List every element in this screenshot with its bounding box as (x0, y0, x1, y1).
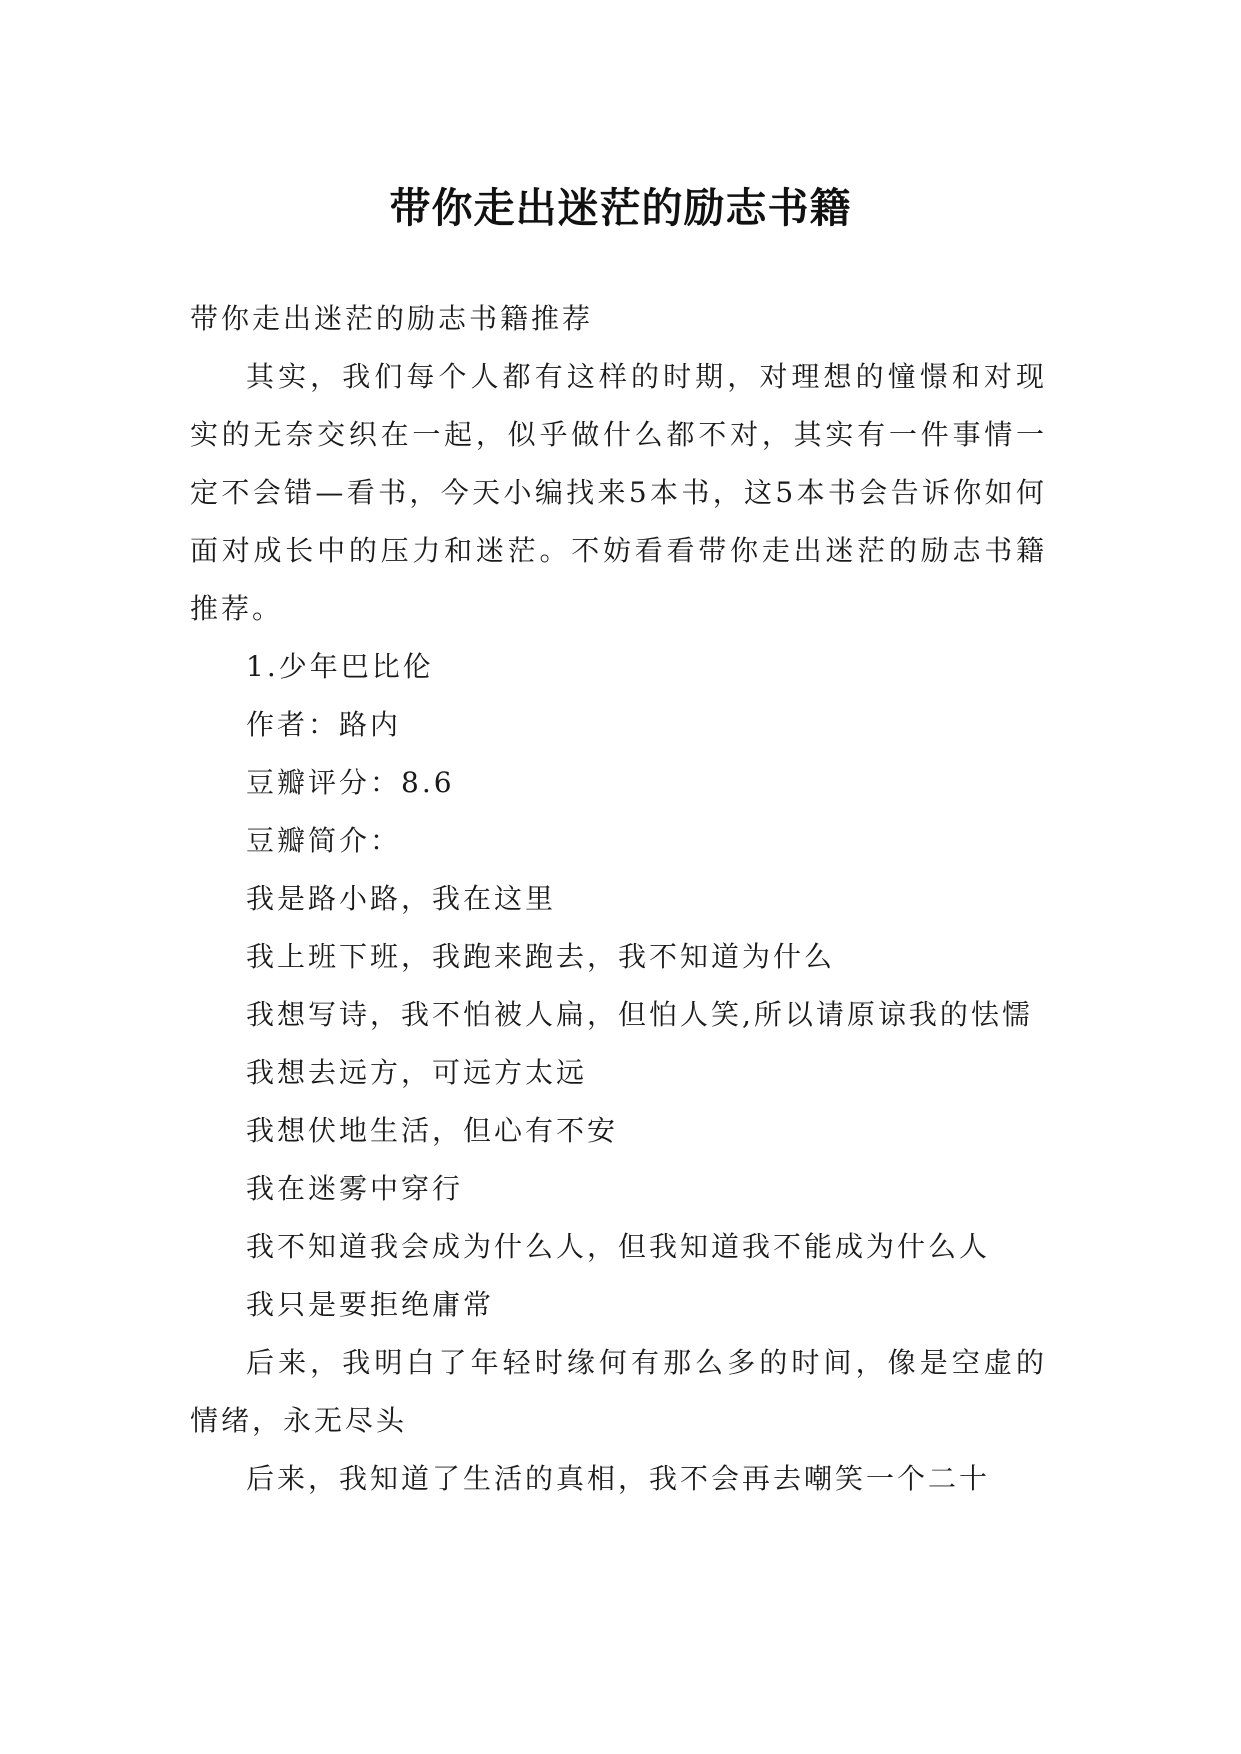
document-body (190, 290, 1047, 1508)
summary-line: 我只是要拒绝庸常 (246, 1288, 495, 1321)
book-rating: 豆瓣评分：8.6 (246, 766, 455, 799)
summary-line: 后来，我知道了生活的真相，我不会再去嘲笑一个二十 (246, 1462, 991, 1495)
summary-line: 我在迷雾中穿行 (246, 1172, 464, 1205)
summary-line: 我不知道我会成为什么人，但我知道我不能成为什么人 (246, 1230, 991, 1263)
summary-line: 我想去远方，可远方太远 (246, 1056, 588, 1089)
summary-line: 我想伏地生活，但心有不安 (246, 1114, 619, 1147)
summary-line: 后来，我明白了年轻时缘何有那么多的时间，像是空虚的情绪，永无尽头 (190, 1346, 1047, 1437)
summary-line: 我是路小路，我在这里 (246, 882, 557, 915)
book-author: 作者：路内 (246, 708, 402, 741)
document-title: 带你走出迷茫的励志书籍 (389, 184, 852, 233)
paragraph-intro: 其实，我们每个人都有这样的时期，对理想的憧憬和对现实的无奈交织在一起，似乎做什么都不对，其实有一件事情一定不会错—看书，今天小编找来5本书，这5本书会告诉你如何面对成长中的压力和迷茫。不妨看看带你走出迷茫的励志书籍推荐。 (190, 360, 1047, 625)
summary-line: 我上班下班，我跑来跑去，我不知道为什么 (246, 940, 836, 973)
book-heading: 1.少年巴比伦 (246, 650, 434, 683)
book-summary-label: 豆瓣简介： (246, 824, 402, 857)
paragraph-subtitle: 带你走出迷茫的励志书籍推荐 (190, 302, 594, 335)
summary-line: 我想写诗，我不怕被人扁，但怕人笑,所以请原谅我的怯懦 (246, 998, 1033, 1031)
